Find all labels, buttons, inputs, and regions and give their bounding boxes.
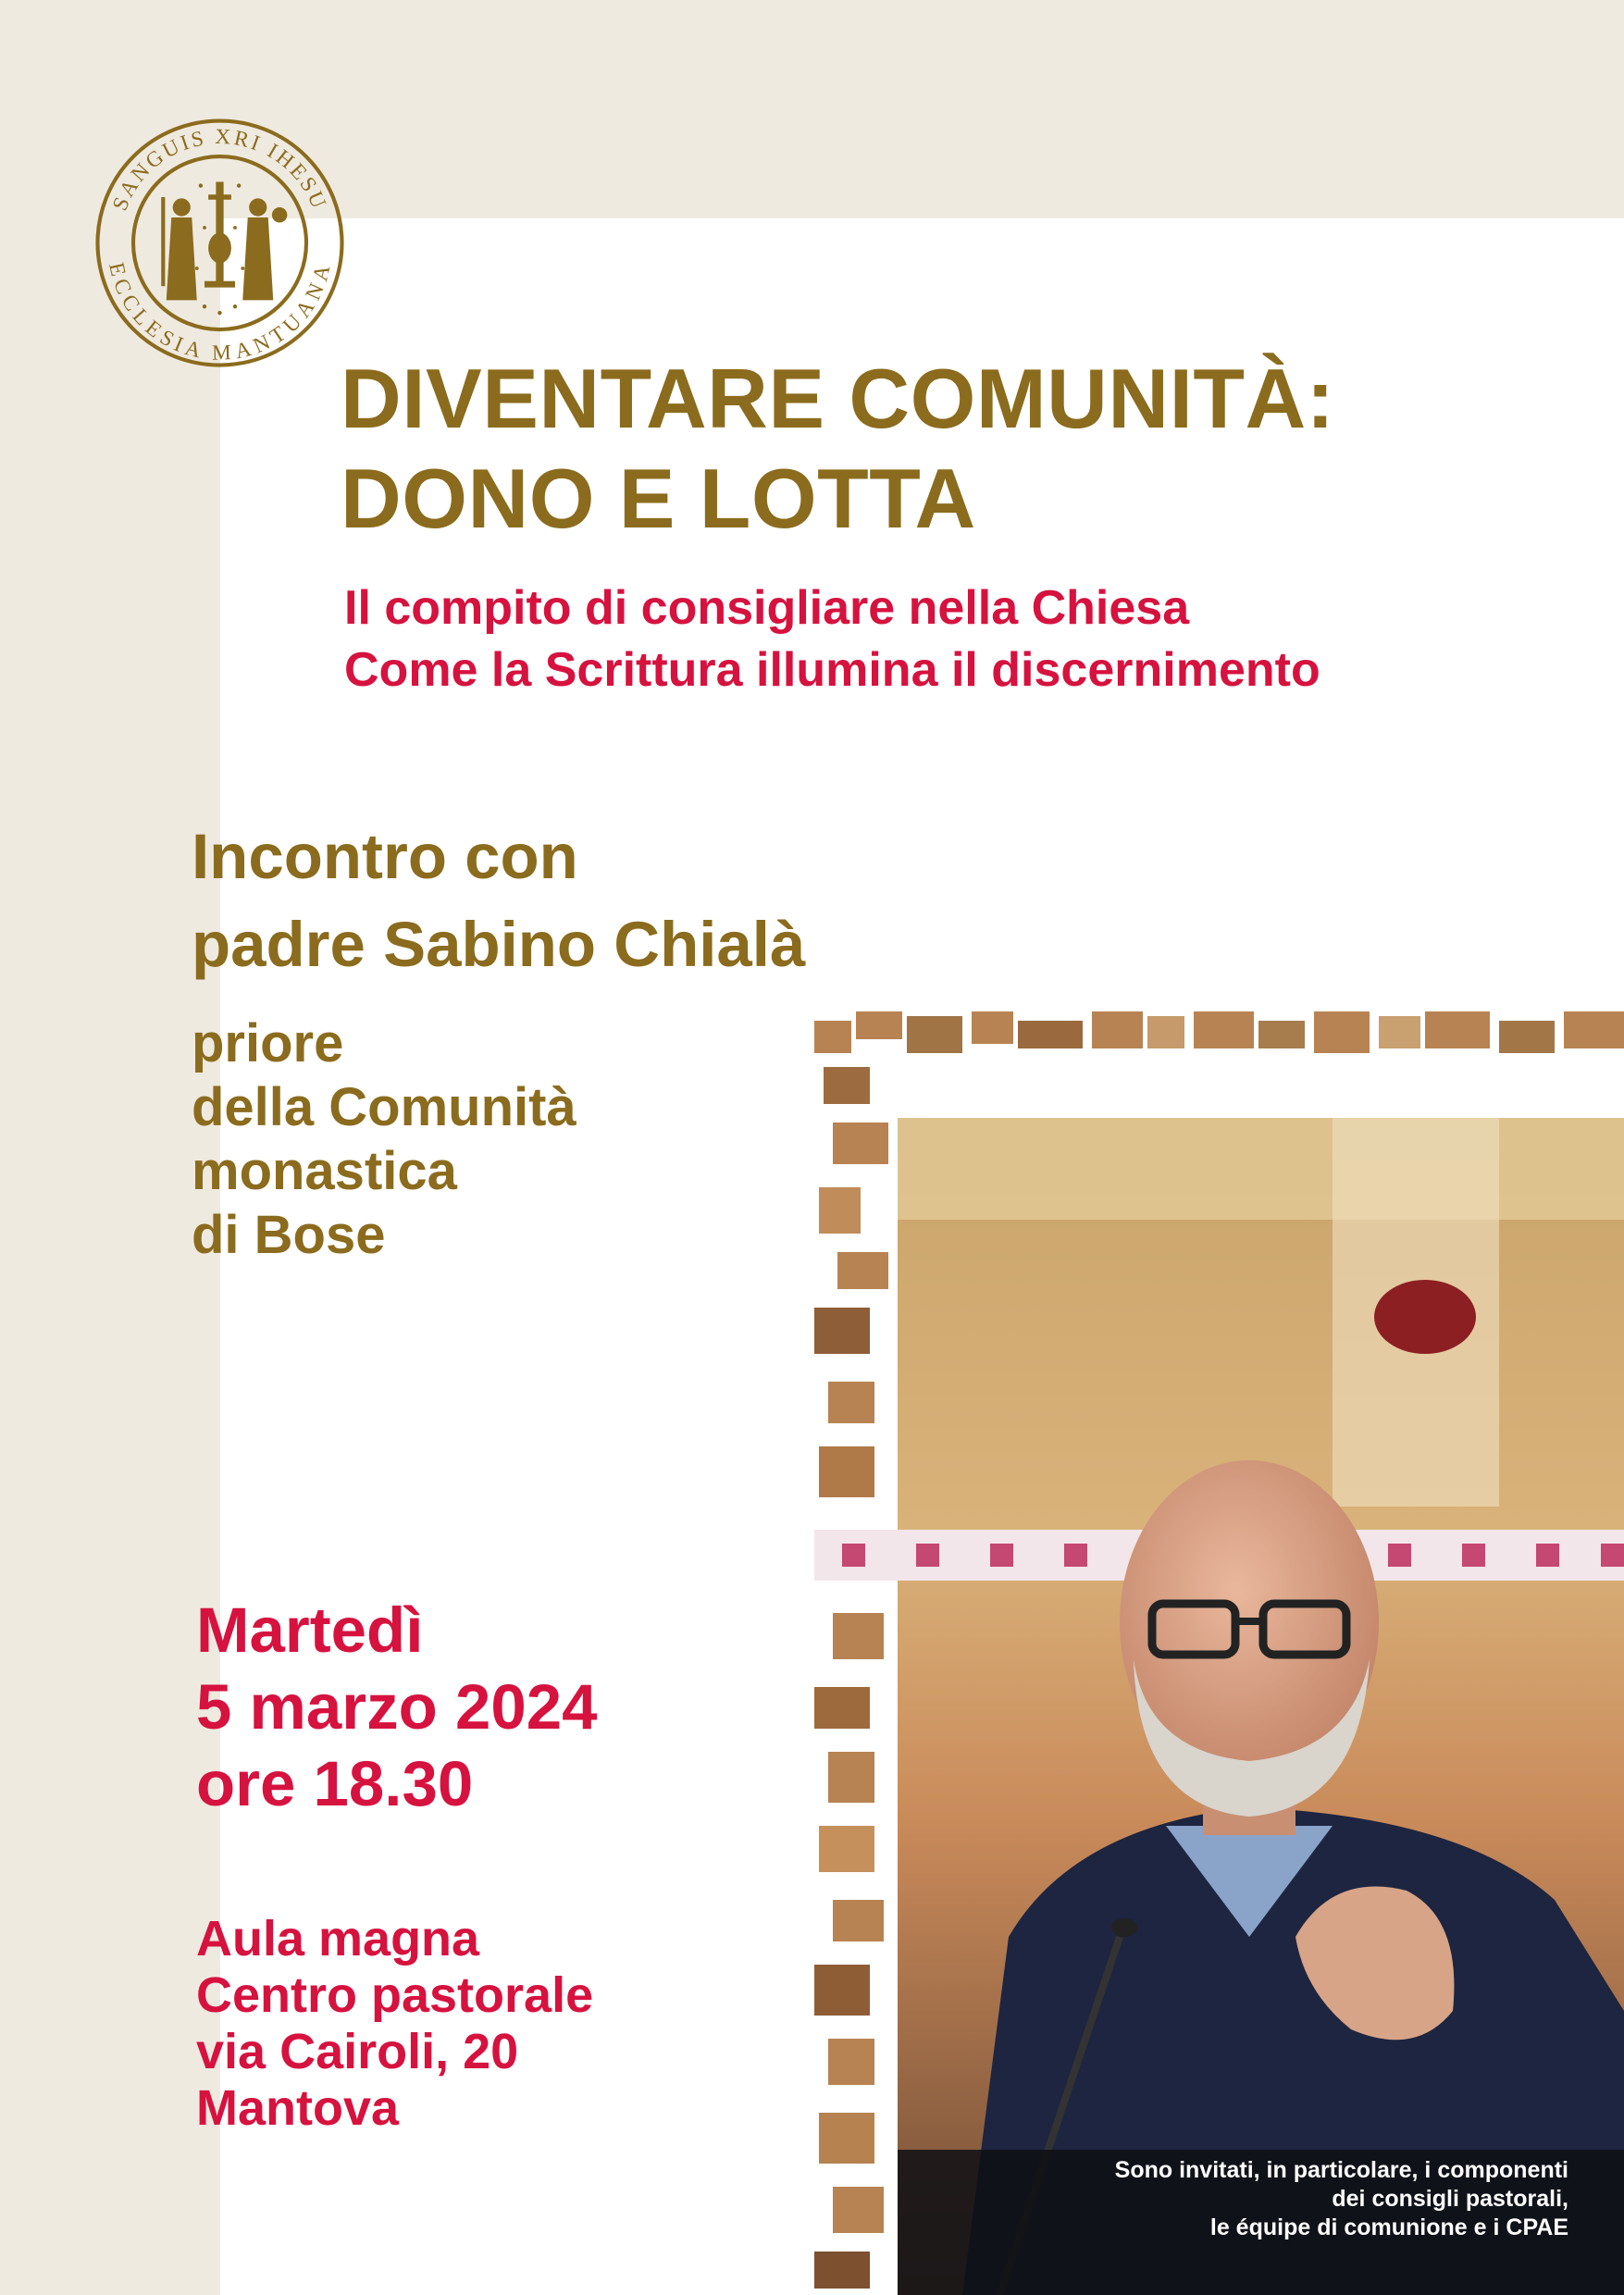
speaker-heading [192,813,805,988]
role-line-2: della Comunità [192,1077,576,1137]
date-day: 5 marzo 2024 [196,1671,598,1743]
invite-line-2: dei consigli pastorali, [1332,2186,1568,2212]
event-venue [196,1911,593,2137]
page-title [341,350,1334,550]
diocese-seal-icon [93,116,347,370]
role-line-4: di Bose [192,1205,386,1265]
seal-text-bottom: ECCLESIA MANTUANA [104,260,336,366]
speaker-photo-image [814,1011,1624,2295]
speaker-role [192,1011,576,1267]
invite-line-3: le équipe di comunione e i CPAE [1209,2214,1568,2240]
role-line-1: priore [192,1013,344,1073]
subtitle [344,577,1320,701]
venue-line-1: Aula magna [196,1911,480,1966]
invitation-note [921,2156,1568,2242]
subtitle-line-1: Il compito di consigliare nella Chiesa [344,581,1190,635]
role-line-3: monastica [192,1141,457,1201]
subtitle-line-2: Come la Scrittura illumina il discernimento [344,643,1320,697]
venue-line-2: Centro pastorale [196,1967,594,2023]
venue-line-3: via Cairoli, 20 [196,2024,519,2079]
date-time: ore 18.30 [196,1748,474,1819]
seal-text-top: SANGUIS XRI IHESU [107,124,332,215]
speaker-line-1: Incontro con [192,821,578,892]
venue-line-4: Mantova [196,2080,400,2136]
title-line-2: DONO E LOTTA [341,453,976,546]
event-date [196,1592,597,1822]
invite-line-1: Sono invitati, in particolare, i componenti [1114,2157,1568,2183]
speaker-line-2: padre Sabino Chialà [192,909,806,980]
date-weekday: Martedì [196,1594,424,1666]
title-line-1: DIVENTARE COMUNITÀ: [341,353,1335,446]
speaker-photo [814,1011,1624,2295]
